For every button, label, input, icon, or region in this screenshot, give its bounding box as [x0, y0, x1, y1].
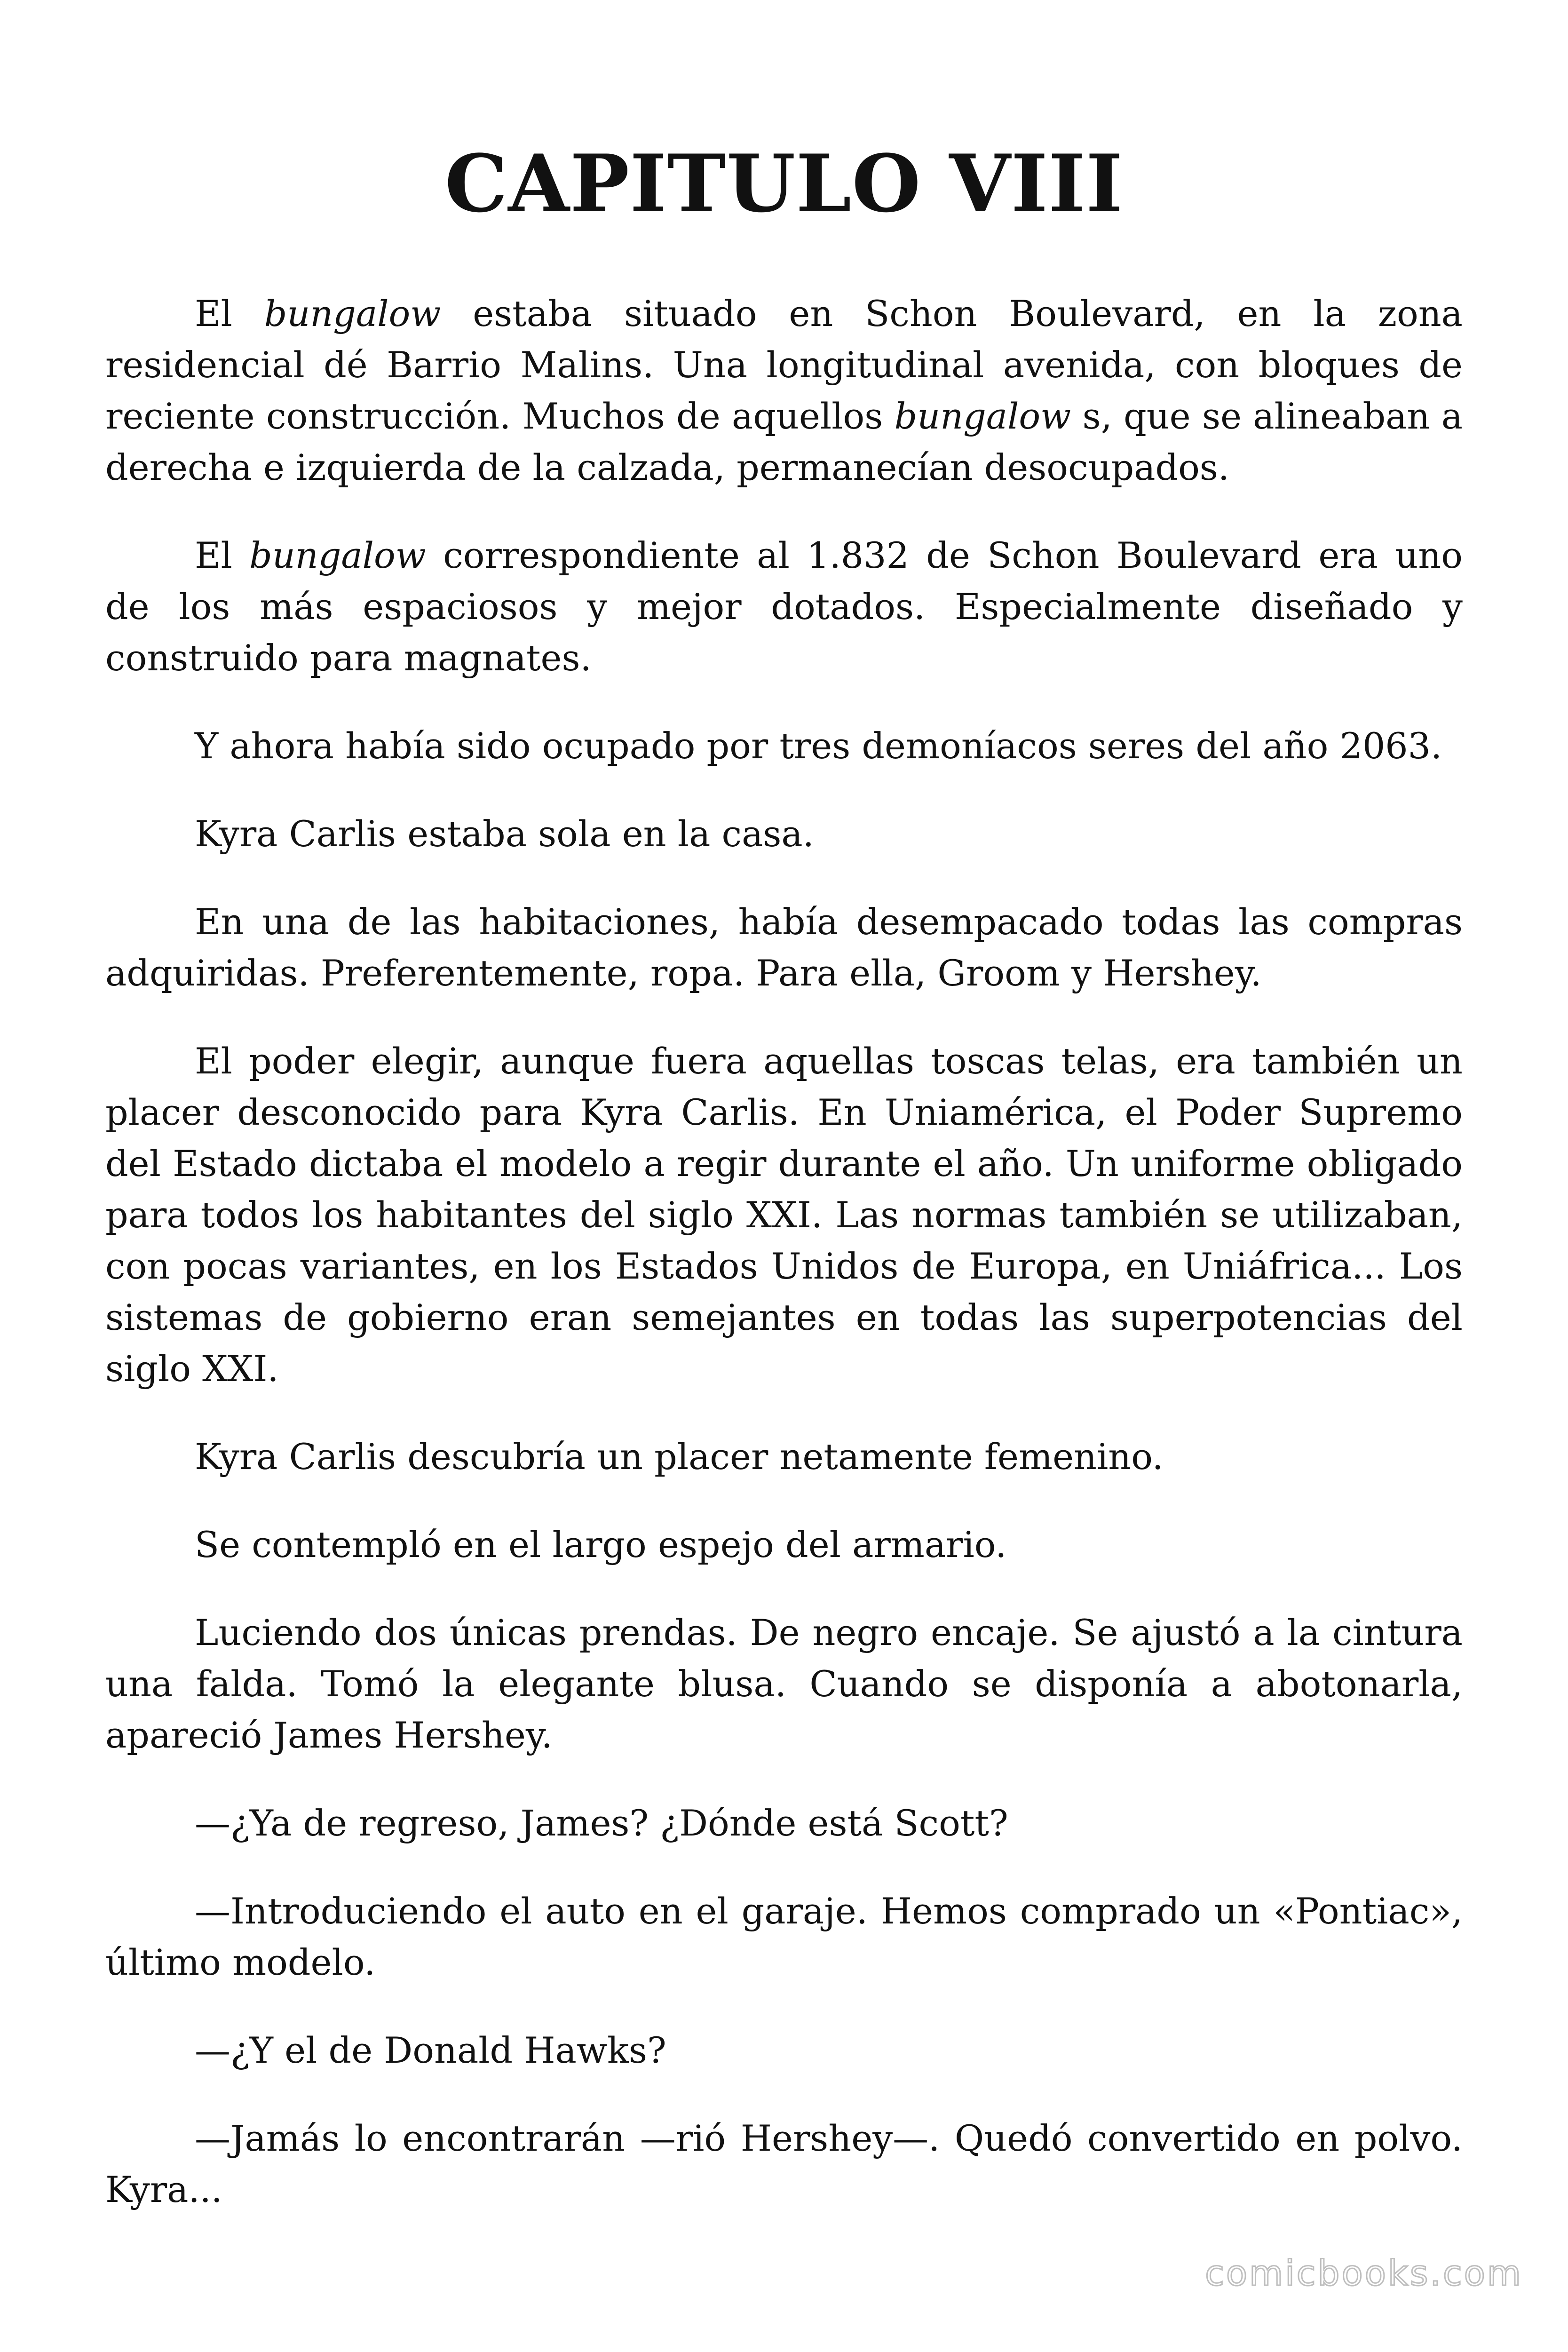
book-page [105, 0, 1463, 2352]
text-segment: —¿Ya de regreso, James? ¿Dónde está Scott? [195, 1802, 1008, 1844]
text-segment: El [195, 534, 250, 576]
paragraph [105, 1607, 1463, 1761]
text-segment: Kyra Carlis estaba sola en la casa. [195, 813, 814, 855]
italic-text: bungalow [894, 395, 1071, 437]
paragraph [105, 1519, 1463, 1570]
text-segment: Kyra Carlis descubría un placer netamente femenino. [195, 1436, 1164, 1478]
watermark-logo: comicbooks.com [1205, 2253, 1523, 2294]
text-segment: Luciendo dos únicas prendas. De negro encaje. Se ajustó a la cintura una falda. Tomó la elegante blusa. Cuando se disponía a abotonarla, apareció James Hershey. [105, 1612, 1463, 1756]
text-segment: —Jamás lo encontrarán —rió Hershey—. Quedó convertido en polvo. Kyra... [105, 2117, 1463, 2210]
paragraph [105, 1035, 1463, 1394]
text-segment: correspondiente al 1.832 de Schon Boulevard era uno de los más espaciosos y mejor dotados. Especialmente diseñado y construido para magnates. [105, 534, 1463, 679]
chapter-title: CAPITULO VIII [444, 137, 1124, 230]
paragraph [105, 2113, 1463, 2215]
paragraph [105, 1885, 1463, 1988]
text-segment: En una de las habitaciones, había desempacado todas las compras adquiridas. Preferentemente, ropa. Para ella, Groom y Hershey. [105, 901, 1463, 994]
text-segment: —¿Y el de Donald Hawks? [195, 2029, 666, 2071]
text-segment: Se contempló en el largo espejo del armario. [195, 1524, 1007, 1565]
text-segment: Y ahora había sido ocupado por tres demoníacos seres del año 2063. [195, 725, 1442, 767]
paragraph [105, 808, 1463, 859]
text-segment: —Introduciendo el auto en el garaje. Hemos comprado un «Pontiac», último modelo. [105, 1890, 1463, 1983]
paragraph [105, 1431, 1463, 1482]
paragraph [105, 288, 1463, 493]
italic-text: bungalow [264, 293, 441, 334]
paragraph [105, 896, 1463, 999]
text-segment: El poder elegir, aunque fuera aquellas toscas telas, era también un placer desconocido para Kyra Carlis. En Uniamérica, el Poder Supremo del Estado dictaba el modelo a regir durante el año. Un uniforme obligado para todos los habitantes del siglo XXI. Las normas también se utilizaban, con pocas variantes, en los Estados Unidos de Europa, en Uniáfrica... Los sistemas de gobierno eran semejantes en todas las superpotencias del siglo XXI. [105, 1040, 1463, 1390]
italic-text: bungalow [249, 534, 426, 576]
paragraph [105, 1797, 1463, 1849]
text-segment: estaba situado en Schon Boulevard, en la zona residencial dé Barrio Malins. Una longitudinal avenida, con bloques de reciente construcción. Muchos de aquellos [105, 293, 1463, 437]
text-segment: El [195, 293, 264, 334]
chapter-body [105, 288, 1463, 2252]
paragraph [105, 530, 1463, 683]
paragraph [105, 2025, 1463, 2076]
paragraph [105, 720, 1463, 771]
text-segment: s, que se alineaban a derecha e izquierda de la calzada, permanecían desocupados. [105, 395, 1463, 488]
